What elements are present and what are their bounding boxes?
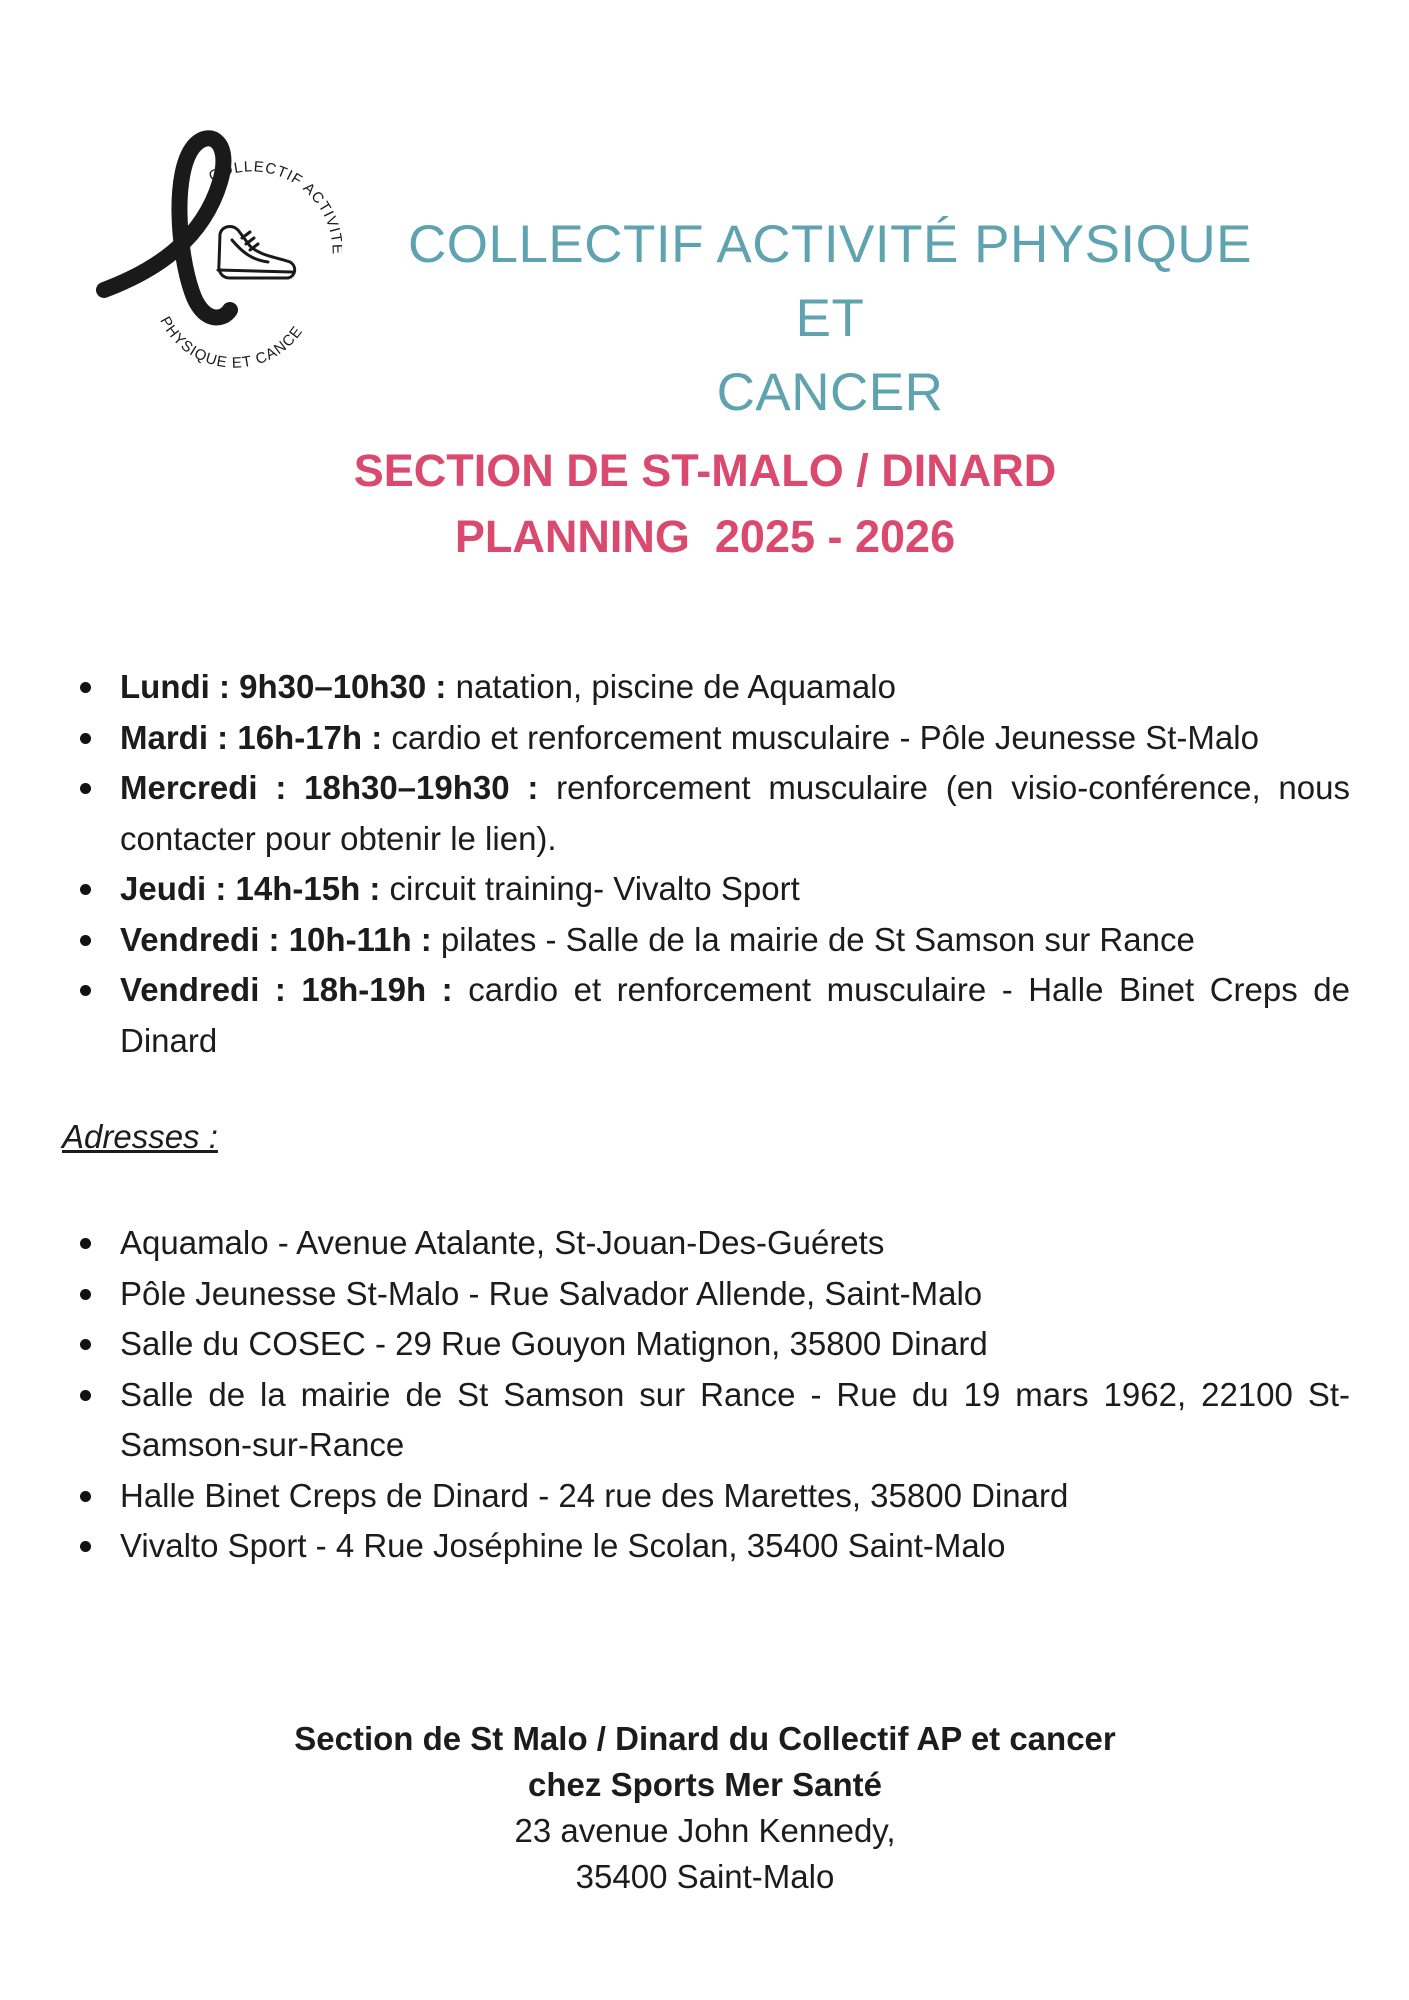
schedule-day-time: Vendredi : 10h-11h : bbox=[120, 920, 432, 958]
schedule-day-time: Mercredi : 18h30–19h30 : bbox=[120, 769, 539, 806]
bullet-icon bbox=[80, 733, 91, 744]
schedule-day-time: Jeudi : 14h-15h : bbox=[120, 870, 381, 907]
schedule-item bbox=[120, 662, 1350, 713]
bullet-icon bbox=[80, 1541, 91, 1552]
organisation-title bbox=[380, 208, 1280, 430]
section-title-line1: SECTION DE ST-MALO / DINARD bbox=[353, 445, 1057, 496]
bullet-icon bbox=[80, 783, 91, 794]
schedule-item bbox=[120, 763, 1350, 864]
organisation-title-line1: COLLECTIF ACTIVITÉ PHYSIQUE ET bbox=[407, 215, 1252, 348]
schedule-item bbox=[120, 713, 1350, 764]
schedule-list bbox=[120, 662, 1350, 1066]
schedule-activity: pilates - Salle de la mairie de St Samson sur Rance bbox=[431, 920, 1195, 958]
address-text: Halle Binet Creps de Dinard - 24 rue des Marettes, 35800 Dinard bbox=[120, 1476, 1069, 1514]
bullet-icon bbox=[80, 1390, 91, 1401]
address-item bbox=[120, 1521, 1350, 1572]
shoe-icon bbox=[218, 227, 295, 278]
bullet-icon bbox=[80, 985, 91, 996]
schedule-activity: cardio et renforcement musculaire - Halle Binet Creps de Dinard bbox=[120, 971, 1350, 1059]
svg-text:COLLECTIF ACTIVITÉ bbox=[206, 158, 342, 255]
bullet-icon bbox=[80, 935, 91, 946]
footer-city: 35400 Saint-Malo bbox=[575, 1858, 835, 1895]
address-item bbox=[120, 1370, 1350, 1471]
footer-street: 23 avenue John Kennedy, bbox=[514, 1812, 896, 1849]
bullet-icon bbox=[80, 1289, 91, 1300]
address-item bbox=[120, 1218, 1350, 1269]
schedule-activity: renforcement musculaire (en visio-conférence, nous contacter pour obtenir le lien). bbox=[120, 769, 1350, 857]
schedule-day-time: Lundi : 9h30–10h30 : bbox=[120, 668, 447, 705]
bullet-icon bbox=[80, 1491, 91, 1502]
addresses-heading: Adresses : bbox=[62, 1118, 218, 1155]
logo-ring-top: COLLECTIF ACTIVI bbox=[206, 158, 342, 236]
organisation-title-line2: CANCER bbox=[716, 363, 944, 422]
schedule-item bbox=[120, 965, 1350, 1066]
address-text: Pôle Jeunesse St-Malo - Rue Salvador Allende, Saint-Malo bbox=[120, 1274, 983, 1312]
bullet-icon bbox=[80, 1339, 91, 1350]
schedule-day-time: Vendredi : 18h-19h : bbox=[120, 971, 453, 1008]
schedule-activity: natation, piscine de Aquamalo bbox=[446, 668, 896, 705]
address-item bbox=[120, 1319, 1350, 1370]
addresses-list bbox=[120, 1218, 1350, 1572]
section-title bbox=[200, 438, 1210, 570]
logo-ring-bottom: PHYSIQUE ET CANCE bbox=[156, 313, 307, 372]
svg-text:PHYSIQUE ET CANCER bbox=[92, 122, 306, 372]
schedule-item bbox=[120, 915, 1350, 966]
address-text: Salle de la mairie de St Samson sur Rance - Rue du 19 mars 1962, 22100 St-Samson-sur-Rance bbox=[120, 1375, 1350, 1463]
bullet-icon bbox=[80, 682, 91, 693]
address-text: Salle du COSEC - 29 Rue Gouyon Matignon, 35800 Dinard bbox=[120, 1325, 988, 1362]
address-text: Aquamalo - Avenue Atalante, St-Jouan-Des-Guérets bbox=[120, 1224, 885, 1261]
planning-title: PLANNING 2025 - 2026 bbox=[454, 511, 956, 562]
footer-section-name: Section de St Malo / Dinard du Collectif AP et cancer bbox=[294, 1720, 1116, 1757]
schedule-day-time: Mardi : 16h-17h : bbox=[120, 718, 383, 756]
collectif-logo bbox=[92, 122, 342, 372]
address-item bbox=[120, 1269, 1350, 1320]
schedule-item bbox=[120, 864, 1350, 915]
bullet-icon bbox=[80, 884, 91, 895]
address-item bbox=[120, 1471, 1350, 1522]
address-text: Vivalto Sport - 4 Rue Joséphine le Scolan, 35400 Saint-Malo bbox=[120, 1527, 1006, 1564]
footer-host: chez Sports Mer Santé bbox=[528, 1766, 882, 1803]
footer-contact bbox=[200, 1716, 1210, 1900]
schedule-activity: circuit training- Vivalto Sport bbox=[380, 870, 800, 907]
bullet-icon bbox=[80, 1238, 91, 1249]
schedule-activity: cardio et renforcement musculaire - Pôle Jeunesse St-Malo bbox=[382, 718, 1259, 756]
